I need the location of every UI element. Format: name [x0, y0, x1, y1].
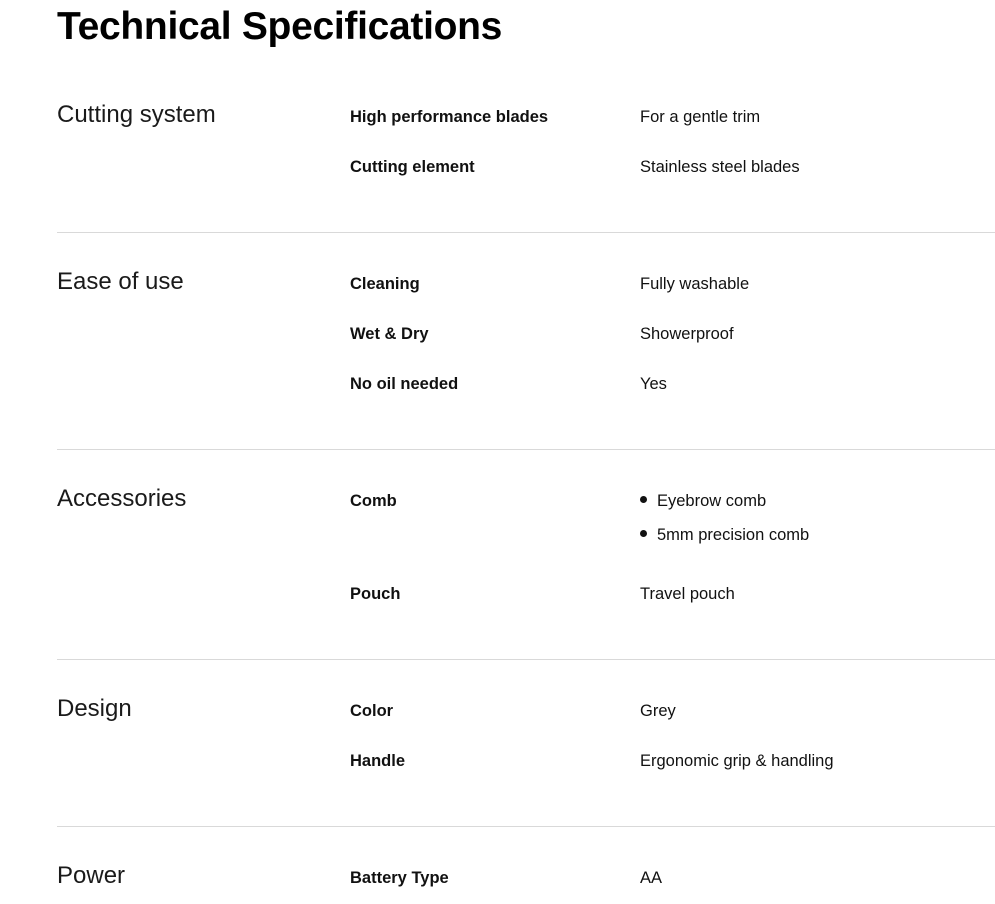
spec-row: [57, 489, 995, 559]
spec-row: [57, 699, 995, 723]
spec-label: Handle: [350, 752, 406, 770]
spec-row: [57, 372, 995, 396]
page-title: Technical Specifications: [57, 5, 503, 48]
spec-value: Ergonomic grip & handling: [640, 752, 834, 770]
spec-label: No oil needed: [350, 375, 459, 393]
spec-row: [57, 749, 995, 773]
spec-value: Showerproof: [640, 325, 734, 343]
spec-row: [57, 866, 995, 890]
spec-value: Yes: [640, 375, 667, 393]
section-divider: [57, 659, 995, 660]
list-item: [640, 489, 809, 523]
bullet-dot-icon: [640, 530, 647, 537]
spec-value: Stainless steel blades: [640, 158, 800, 176]
spec-label: Color: [350, 702, 394, 720]
section-title: Cutting system: [57, 101, 216, 128]
spec-row: [57, 105, 995, 129]
section-title: Accessories: [57, 485, 187, 512]
spec-row: [57, 582, 995, 606]
spec-label: Comb: [350, 492, 397, 510]
section-divider: [57, 826, 995, 827]
spec-label: Cutting element: [350, 158, 475, 176]
section-title: Design: [57, 695, 132, 722]
spec-value: Travel pouch: [640, 585, 735, 603]
section-divider: [57, 449, 995, 450]
section-divider: [57, 232, 995, 233]
list-item: [640, 523, 809, 557]
spec-value: AA: [640, 869, 663, 887]
spec-value: Grey: [640, 702, 676, 720]
spec-label: Battery Type: [350, 869, 449, 887]
spec-label: Pouch: [350, 585, 401, 603]
spec-row: [57, 272, 995, 296]
spec-row: [57, 155, 995, 179]
spec-value: For a gentle trim: [640, 108, 761, 126]
spec-label: Cleaning: [350, 275, 420, 293]
bullet-list: [640, 489, 809, 557]
spec-row: [57, 322, 995, 346]
spec-label: High performance blades: [350, 108, 549, 126]
section-title: Power: [57, 862, 126, 889]
bullet-dot-icon: [640, 496, 647, 503]
spec-value: Fully washable: [640, 275, 750, 293]
bullet-text: Eyebrow comb: [657, 492, 767, 510]
section-title: Ease of use: [57, 268, 184, 295]
spec-label: Wet & Dry: [350, 325, 429, 343]
bullet-text: 5mm precision comb: [657, 526, 810, 544]
